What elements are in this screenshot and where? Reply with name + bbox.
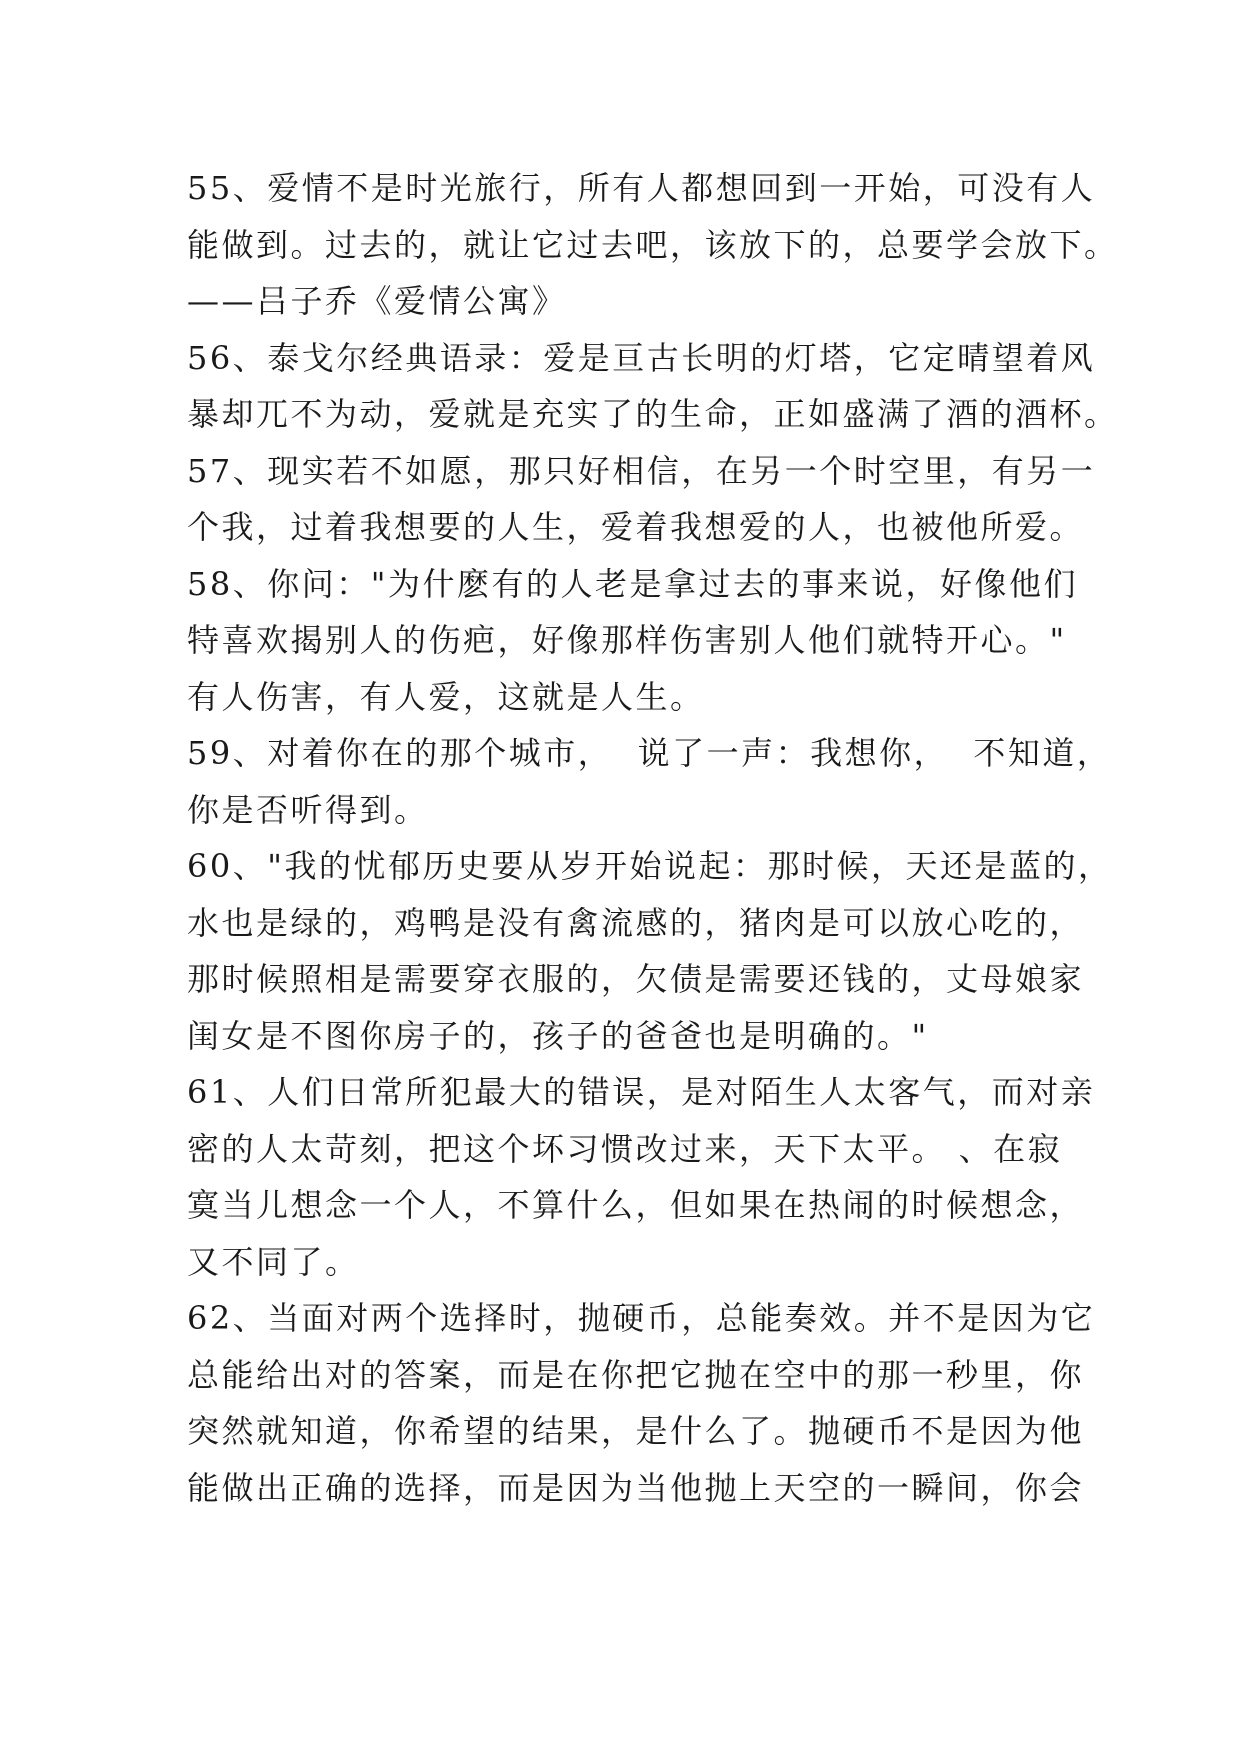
text-line: 你是否听得到。 bbox=[187, 790, 429, 829]
text-line: 58、你问："为什麽有的人老是拿过去的事来说，好像他们 bbox=[187, 564, 1078, 603]
text-line: 寞当儿想念一个人，不算什么，但如果在热闹的时候想念， bbox=[187, 1186, 1085, 1224]
text-line: 能做出正确的选择，而是因为当他抛上天空的一瞬间，你会 bbox=[187, 1468, 1085, 1507]
text-line: 密的人太苛刻，把这个坏习惯改过来，天下太平。 、在寂 bbox=[187, 1129, 1063, 1168]
text-line: 个我，过着我想要的人生，爱着我想爱的人，也被他所爱。 bbox=[187, 508, 1085, 546]
text-line: 60、"我的忧郁历史要从岁开始说起：那时候，天还是蓝的， bbox=[187, 847, 1113, 885]
text-line: 62、当面对两个选择时，抛硬币，总能奏效。并不是因为它 bbox=[187, 1299, 1096, 1337]
text-line: 闺女是不图你房子的，孩子的爸爸也是明确的。" bbox=[187, 1016, 929, 1055]
text-line: 56、泰戈尔经典语录：爱是亘古长明的灯塔，它定晴望着风 bbox=[187, 338, 1096, 377]
document-body bbox=[187, 160, 1119, 1516]
text-line: 59、对着你在的那个城市， 说了一声：我想你， 不知道， bbox=[187, 734, 1112, 772]
text-line: 61、人们日常所犯最大的错误，是对陌生人太客气，而对亲 bbox=[187, 1073, 1096, 1111]
text-line: 总能给出对的答案，而是在你把它抛在空中的那一秒里，你 bbox=[187, 1355, 1085, 1394]
text-line: 又不同了。 bbox=[187, 1242, 360, 1281]
text-line: 55、爱情不是时光旅行，所有人都想回到一开始，可没有人 bbox=[187, 169, 1096, 207]
text-line: ——吕子乔《爱情公寓》 bbox=[187, 282, 567, 320]
text-line: 有人伤害，有人爱，这就是人生。 bbox=[187, 677, 705, 716]
text-line: 暴却兀不为动，爱就是充实了的生命，正如盛满了酒的酒杯。 bbox=[187, 395, 1119, 433]
text-line: 突然就知道，你希望的结果，是什么了。抛硬币不是因为他 bbox=[187, 1412, 1085, 1450]
text-line: 那时候照相是需要穿衣服的，欠债是需要还钱的，丈母娘家 bbox=[187, 960, 1085, 998]
text-line: 特喜欢揭别人的伤疤，好像那样伤害别人他们就特开心。" bbox=[187, 621, 1067, 659]
text-line: 水也是绿的，鸡鸭是没有禽流感的，猪肉是可以放心吃的， bbox=[187, 903, 1085, 942]
text-line: 57、现实若不如愿，那只好相信，在另一个时空里，有另一 bbox=[187, 451, 1096, 490]
text-line: 能做到。过去的，就让它过去吧，该放下的，总要学会放下。 bbox=[187, 225, 1119, 264]
